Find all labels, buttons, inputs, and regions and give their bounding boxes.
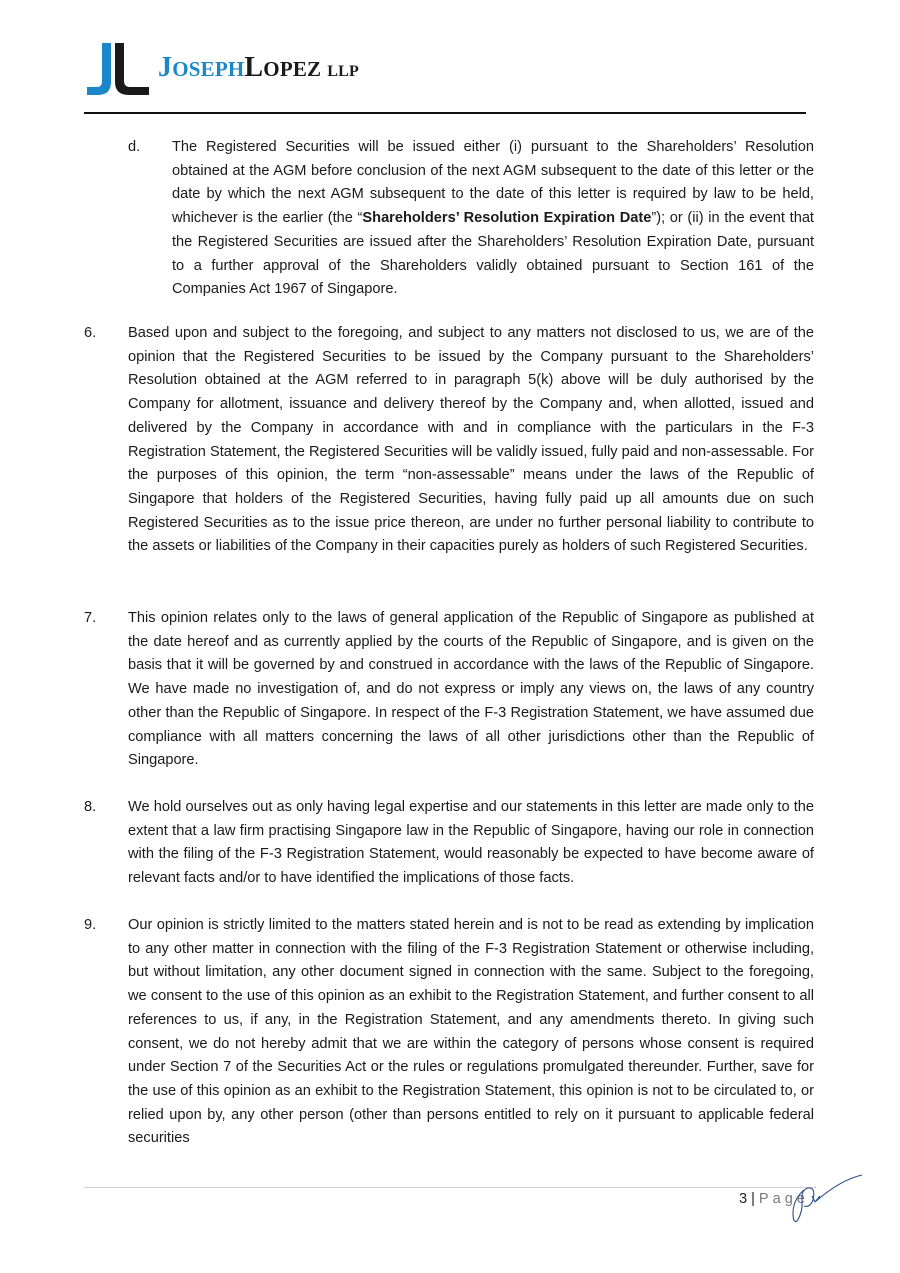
firm-name-joseph: OSEPH [172,57,245,81]
paragraph-text: The Registered Securities will be issued either (i) pursuant to the Shareholders’ Resolution obtained at the AGM before conclusion of the next AGM subsequent to the date of this letter or the date by which the next AGM subsequent to the date of this letter is required by law to be held, whichever is the earlier (the “Shareholders’ Resolution Expiration Date”); or (ii) in the event that the Registered Securities are issued after the Shareholders’ Resolution Expiration Date, pursuant to a further approval of the Shareholders validly obtained pursuant to Section 161 of the Companies Act 1967 of Singapore. [172,139,814,298]
paragraph-number: 9. [84,917,97,933]
page-number-value: 3 [739,1191,748,1207]
paragraph-9 [84,914,814,1151]
paragraph-text: This opinion relates only to the laws of general application of the Republic of Singapore as published at the date hereof and as currently applied by the courts of the Republic of Singapore, and is given on the basis that it will be governed by and construed in accordance with the laws of the Republic of Singapore. We have made no investigation of, and do not express or imply any views on, the laws of any country other than the Republic of Singapore. In respect of the F-3 Registration Statement, we have assumed due compliance with all matters concerning the laws of all other jurisdictions other than the Republic of Singapore. [128,610,814,769]
paragraph-text: Based upon and subject to the foregoing, and subject to any matters not disclosed to us, we are of the opinion that the Registered Securities to be issued by the Company pursuant to the Shareholders’ Resolution obtained at the AGM referred to in paragraph 5(k) above will be duly authorised by the Company for allotment, issuance and delivery thereof by the Company and, when allotted, issued and delivered by the Company in accordance with and in compliance with the particulars in the F-3 Registration Statement, the Registered Securities will be validly issued, fully paid and non-assessable. For the purposes of this opinion, the term “non-assessable” means under the laws of the Republic of Singapore that holders of the Registered Securities, having fully paid up all amounts due on such Registered Securities as to the issue price thereon, are under no further personal liability to contribute to the assets or liabilities of the Company in their capacities purely as holders of such Registered Securities. [128,325,814,555]
jl-monogram-logo-icon [86,42,150,96]
page-separator: | [751,1191,755,1207]
footer-divider [84,1187,816,1188]
firm-suffix: LLP [327,63,359,80]
handwritten-signature-icon [780,1168,865,1228]
paragraph-8 [84,796,814,891]
paragraph-number: d. [128,139,141,155]
header-divider [84,112,806,114]
paragraph-number: 8. [84,799,97,815]
firm-name-lopez-initial: L [244,52,264,83]
paragraph-text: Our opinion is strictly limited to the matters stated herein and is not to be read as extending by implication to any other matter in connection with the filing of the F-3 Registration Statement or otherwise including, but without limitation, any other document signed in connection with the same. Subject to the foregoing, we consent to the use of this opinion as an exhibit to the Registration Statement, and further consent to all references to us, if any, in the Registration Statement, and any amendments thereto. In giving such consent, we do not hereby admit that we are within the category of persons whose consent is required under Section 7 of the Securities Act or the rules or regulations promulgated thereunder. Further, save for the use of this opinion as an exhibit to the Registration Statement, this opinion is not to be circulated to, or relied upon by, any other person (other than persons entitled to rely on it pursuant to applicable federal securities [128,917,814,1147]
paragraph-number: 7. [84,610,97,626]
defined-term: Shareholders’ Resolution Expiration Date [362,210,652,227]
firm-name-joseph-initial: J [158,52,173,83]
paragraph-6 [84,322,814,559]
sub-paragraph-d [128,136,814,302]
paragraph-7 [84,607,814,773]
firm-name [158,54,359,82]
firm-name-lopez: OPEZ [263,57,322,81]
paragraph-text: We hold ourselves out as only having legal expertise and our statements in this letter are made only to the extent that a law firm practising Singapore law in the Republic of Singapore, having our role in connection with the filing of the F-3 Registration Statement, would reasonably be expected to have become aware of relevant facts and/or to have identified the implications of those facts. [128,799,814,887]
paragraph-number: 6. [84,325,97,341]
page-label: Page [758,1191,810,1207]
